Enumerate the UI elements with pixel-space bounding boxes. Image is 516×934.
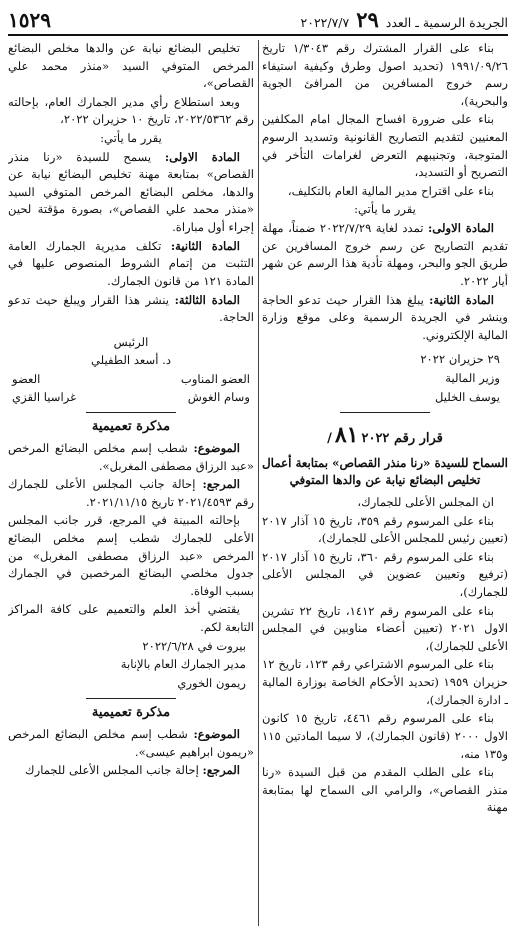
article-label: المادة الثانية: [170,238,240,253]
preamble-paragraph: بناء على المرسوم الاشتراعي رقم ١٢٣، تاريخ ١٢ حزيران ١٩٥٩ (تحديد الأحكام الخاصة بوزارة المالية ـ ادارة الجمارك)، [262,657,508,707]
page-number: ١٥٢٩ [8,8,51,32]
members-labels-row [8,371,254,389]
preamble-paragraph: بناء على ضرورة افساح المجال امام المكلفين المعنيين لتقديم التصاريح القانونية وتسديد الرسوم المتوجبة، وتجنيبهم التعرض لغرامات التأخر في التصريح أو التسديد، [262,112,508,180]
article-text: يبلغ هذا القرار حيث تدعو الحاجة وينشر في الجريدة الرسمية وعلى موقع وزارة المالية الإلكتروني. [262,292,508,342]
article-label: المادة الاولى: [164,149,241,164]
preamble-paragraph: تخليص البضائع نيابة عن والدها مخلص البضائع المرخص المتوفي السيد «منذر محمد علي القصاص»، [8,41,254,91]
memo-signature-date: بيروت في ٢٠٢٢/٦/٢٨ [142,638,246,653]
signature-role: وزير المالية [445,370,500,385]
alt-member-label: العضو المناوب [180,371,250,386]
preamble-paragraph: وبعد استطلاع رأي مدير الجمارك العام، بإحالته رقم ٢٠٢٢/٥٣٦٢، تاريخ ١٠ حزيران ٢٠٢٢، [8,94,254,127]
reference-text: إحالة جانب المجلس الأعلى للجمارك رقم ٢٠٢١/٤٥٩٣ تاريخ ٢٠٢١/١١/١٥. [8,477,254,509]
decree-title [262,419,508,452]
reference-label: المرجع: [202,763,240,778]
preamble-paragraph: ان المجلس الأعلى للجمارك، [357,495,494,509]
alt-member-name: وسام الغوش [187,389,250,404]
preamble-paragraph: بناء على الطلب المقدم من قبل السيدة «رنا منذر القصاص»، والرامي الى السماح لها بمتابعة مهنة [262,765,508,815]
left-column [8,40,254,928]
section-separator [340,412,430,413]
decree-number: ٨١ [334,422,359,449]
memo-subject [8,440,254,475]
subject-label: الموضوع: [193,727,241,742]
article-text: تمدد لغاية ٢٠٢٢/٧/٢٩ ضمناً، مهلة تقديم التصاريح عن رسم خروج المسافرين عن طريق الجو والبحر، ومهلة تأدية هذا الرسم عن شهر أيار ٢٠٢٢. [262,221,508,288]
article-label: المادة الثالثة: [174,292,241,307]
memo-body: يقتضي أخذ العلم والتعميم على كافة المراكز التابعة لكم. [8,602,254,635]
decree-year: ٢٠٢٢/ [327,431,390,447]
article-2 [262,292,508,345]
subject-label: الموضوع: [193,440,241,455]
article-3 [8,292,254,327]
president-label: الرئيس [113,334,149,349]
page-header [8,6,508,32]
article-text: تكلف مديرية الجمارك العامة التثبت من إتمام الشروط المنصوص عليها في المادة ١٢١ من قانون الجمارك. [8,238,254,288]
issue-number: ٢٩ [356,7,379,32]
section-separator [86,412,176,413]
memo-body: بإحالته المبينة في المرجع، قرر جانب المجلس الأعلى للجمارك شطب إسم مخلص البضائع المرخص «عبد الرزاق مصطفى المغربل» من جدول مخلصي البضائع المرخصين في الجمارك بسبب الوفاة. [8,513,254,598]
subject-text: شطب إسم مخلص البضائع المرخص «ريمون ابراهيم عيسى». [8,727,254,759]
memo-subject [8,726,254,761]
memo-reference [8,476,254,511]
article-label: المادة الاولى: [428,221,494,236]
subject-text: شطب إسم مخلص البضائع المرخص «عبد الرزاق مصطفى المغربل». [8,440,254,473]
preamble-paragraph: بناء على المرسوم رقم ١٤١٢، تاريخ ٢٢ تشرين الاول ٢٠٢١ (تعيين أعضاء مناوبين في المجلس الأعلى للجمارك)، [262,603,508,653]
header-rule [8,34,508,36]
reference-label: المرجع: [202,477,241,492]
memo-signature-role: مدير الجمارك العام بالإنابة [120,657,246,672]
decree-label: قرار رقم [393,431,443,447]
member-label: العضو [12,371,41,386]
decides-heading: يقرر ما يأتي: [354,202,416,217]
preamble-paragraph: بناء على اقتراح مدير المالية العام بالتكليف، [287,183,494,198]
memo-reference [8,762,254,780]
president-name: د. أسعد الطفيلي [91,353,171,368]
members-names-row [8,389,254,407]
section-separator [86,698,176,699]
article-1 [262,220,508,290]
signature-date: ٢٩ حزيران ٢٠٢٢ [420,352,500,367]
preamble-paragraph: بناء على المرسوم رقم ٣٦٠، تاريخ ١٥ آذار ٢٠١٧ (ترفيع وتعيين عضوين في المجلس الأعلى للجمارك)، [262,549,508,600]
decides-heading: يقرر ما يأتي: [100,131,162,146]
memo-title: مذكرة تعميمية [91,705,171,721]
article-2 [8,238,254,291]
article-text: ينشر هذا القرار ويبلغ حيث تدعو الحاجة. [8,292,254,325]
gazette-name: الجريدة الرسمية ـ العدد [385,15,508,30]
signature-name: يوسف الخليل [435,389,500,404]
article-1 [8,149,254,237]
column-divider [258,40,259,926]
article-label: المادة الثانية: [429,292,495,307]
member-name: غراسيا القزي [12,389,77,404]
preamble-paragraph: بناء على المرسوم رقم ٣٥٩، تاريخ ١٥ آذار ٢٠١٧ (تعيين رئيس للمجلس الأعلى للجمارك)، [262,513,508,546]
right-column [262,40,508,928]
preamble-paragraph: بناء على المرسوم رقم ٤٤٦١، تاريخ ١٥ كانون الاول ٢٠٠٠ (قانون الجمارك)، لا سيما المادتين ١١٥ و١٣٥ منه، [262,711,508,761]
issue-date: ٢٠٢٢/٧/٧ [300,15,350,30]
memo-title: مذكرة تعميمية [91,419,171,435]
reference-text: إحالة جانب المجلس الأعلى للجمارك [25,763,199,778]
article-text: يسمح للسيدة «رنا منذر القصاص» بمتابعة مهنة تخليص البضائع نيابة عن والدها، مخلص البضائع المرخص المتوفي السيد «منذر محمد علي القصاص»، بصورة مؤقتة لحين إجراء أول مباراة. [8,149,254,235]
gazette-title [301,7,508,32]
preamble-paragraph: بناء على القرار المشترك رقم ١/٣٠٤٣ تاريخ ١٩٩١/٠٩/٢٦ (تحديد اصول وطرق وكيفية استيفاء رسم خروج المسافرين من المرافئ الجوية والبحرية)، [262,41,508,108]
memo-signature-name: ريمون الخوري [177,675,246,690]
decree-subject: السماح للسيدة «رنا منذر القصاص» بمتابعة أعمال تخليص البضائع نيابة عن والدها المتوفي [262,455,508,488]
